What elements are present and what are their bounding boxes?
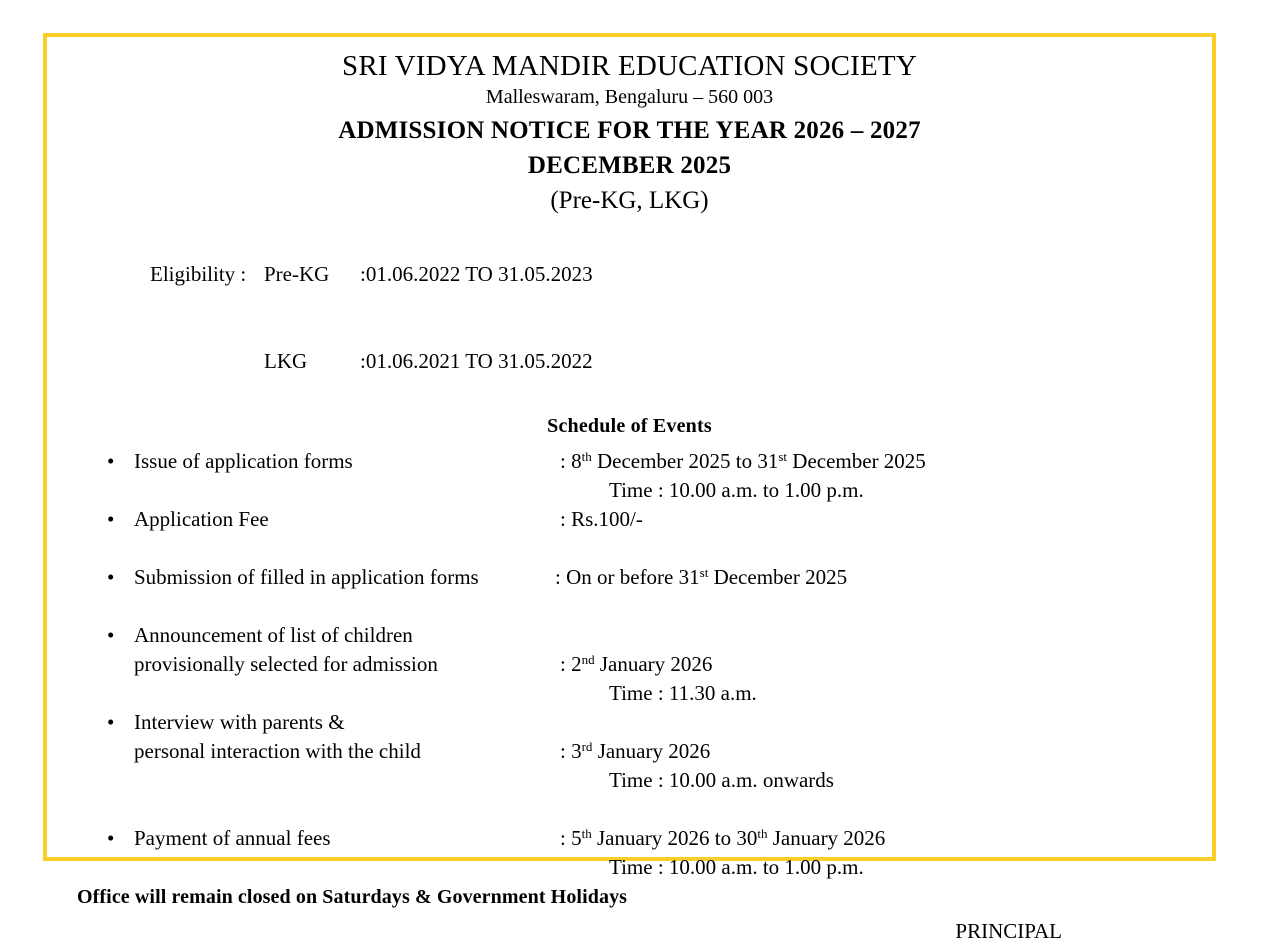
notice-header: [47, 49, 1212, 217]
spacer: [47, 795, 1212, 824]
spacer: [47, 592, 1212, 621]
ordinal-suffix: th: [757, 826, 768, 842]
ordinal-suffix: st: [699, 565, 709, 581]
eligibility-colon: :: [360, 349, 366, 373]
notice-month: DECEMBER 2025: [527, 152, 732, 179]
eligibility-section: [47, 231, 1212, 405]
bullet-icon: •: [107, 826, 115, 850]
bullet-icon: •: [107, 565, 115, 589]
eligibility-row: [108, 231, 1212, 318]
schedule-row: [134, 824, 1212, 853]
value-tail: December 2025: [787, 449, 926, 473]
schedule-heading: Schedule of Events: [547, 415, 712, 437]
value-prefix: : 5: [560, 826, 582, 850]
eligibility-colon: :: [360, 262, 366, 286]
notice-title: ADMISSION NOTICE FOR THE YEAR 2026 – 2027: [338, 117, 921, 144]
notice-border-frame: [43, 33, 1216, 943]
schedule-item-time: Time : 11.30 a.m.: [609, 681, 757, 705]
eligibility-class-name: Pre-KG: [264, 262, 330, 286]
ordinal-suffix: nd: [581, 652, 595, 668]
society-address: Malleswaram, Bengaluru – 560 003: [485, 86, 774, 108]
value-tail: January 2026: [767, 826, 886, 850]
schedule-item-time: Time : 10.00 a.m. to 1.00 p.m.: [609, 855, 864, 879]
eligibility-date-range: 01.06.2021 TO 31.05.2022: [365, 349, 593, 373]
schedule-item-value: [560, 737, 710, 766]
signatory-principal: PRINCIPAL: [955, 919, 1062, 943]
list-item: [47, 505, 1212, 534]
society-name: SRI VIDYA MANDIR EDUCATION SOCIETY: [341, 50, 917, 82]
value-middle: January 2026: [592, 739, 711, 763]
ordinal-suffix: th: [581, 826, 592, 842]
schedule-item-label: Payment of annual fees: [134, 826, 331, 850]
schedule-row: [134, 563, 1212, 592]
schedule-item-value: [560, 650, 712, 679]
schedule-item-label: provisionally selected for admission: [134, 652, 438, 676]
schedule-row: [134, 505, 1212, 534]
schedule-time-row: [134, 853, 1212, 882]
schedule-item-label-line1: Announcement of list of children: [134, 623, 413, 647]
bullet-icon: •: [107, 710, 115, 734]
schedule-time-row: [134, 476, 1212, 505]
value-prefix: : On or before 31: [555, 565, 700, 589]
value-prefix: : Rs.100/-: [560, 507, 643, 531]
eligibility-date-range: 01.06.2022 TO 31.05.2023: [365, 262, 593, 286]
office-closed-note: Office will remain closed on Saturdays & Government Holidays: [77, 886, 628, 908]
list-item: [47, 824, 1212, 882]
schedule-row: [134, 447, 1212, 476]
schedule-item-value: [560, 824, 885, 853]
value-prefix: : 2: [560, 652, 582, 676]
value-middle: December 2025: [708, 565, 848, 589]
eligibility-class-name: LKG: [264, 349, 308, 373]
value-middle: January 2026: [594, 652, 713, 676]
list-item: [47, 621, 1212, 708]
value-middle: December 2025 to 31: [591, 449, 779, 473]
value-prefix: : 3: [560, 739, 582, 763]
schedule-item-value: [555, 563, 847, 592]
bullet-icon: •: [107, 449, 115, 473]
schedule-item-label: Application Fee: [134, 507, 269, 531]
value-middle: January 2026 to 30: [591, 826, 758, 850]
list-item: [47, 563, 1212, 592]
notice-classes: (Pre-KG, LKG): [550, 187, 709, 214]
spacer: [47, 534, 1212, 563]
schedule-list: [47, 447, 1212, 882]
ordinal-suffix: st: [778, 449, 788, 465]
schedule-row: [134, 650, 1212, 679]
schedule-time-row: [134, 679, 1212, 708]
list-item: [47, 447, 1212, 505]
schedule-item-time: Time : 10.00 a.m. to 1.00 p.m.: [609, 478, 864, 502]
ordinal-suffix: th: [581, 449, 592, 465]
bullet-icon: •: [107, 507, 115, 531]
bullet-icon: •: [107, 623, 115, 647]
eligibility-row: [108, 318, 1212, 405]
schedule-item-label: Issue of application forms: [134, 449, 353, 473]
schedule-item-label: personal interaction with the child: [134, 739, 421, 763]
schedule-item-value: [560, 505, 643, 534]
schedule-row: [134, 737, 1212, 766]
schedule-item-time: Time : 10.00 a.m. onwards: [609, 768, 834, 792]
list-item: [47, 708, 1212, 795]
schedule-item-label: Submission of filled in application forms: [134, 565, 479, 589]
eligibility-label: Eligibility :: [150, 262, 247, 286]
schedule-item-label-line1: Interview with parents &: [134, 710, 345, 734]
value-prefix: : 8: [560, 449, 582, 473]
schedule-item-value: [560, 447, 926, 476]
schedule-time-row: [134, 766, 1212, 795]
ordinal-suffix: rd: [581, 739, 593, 755]
